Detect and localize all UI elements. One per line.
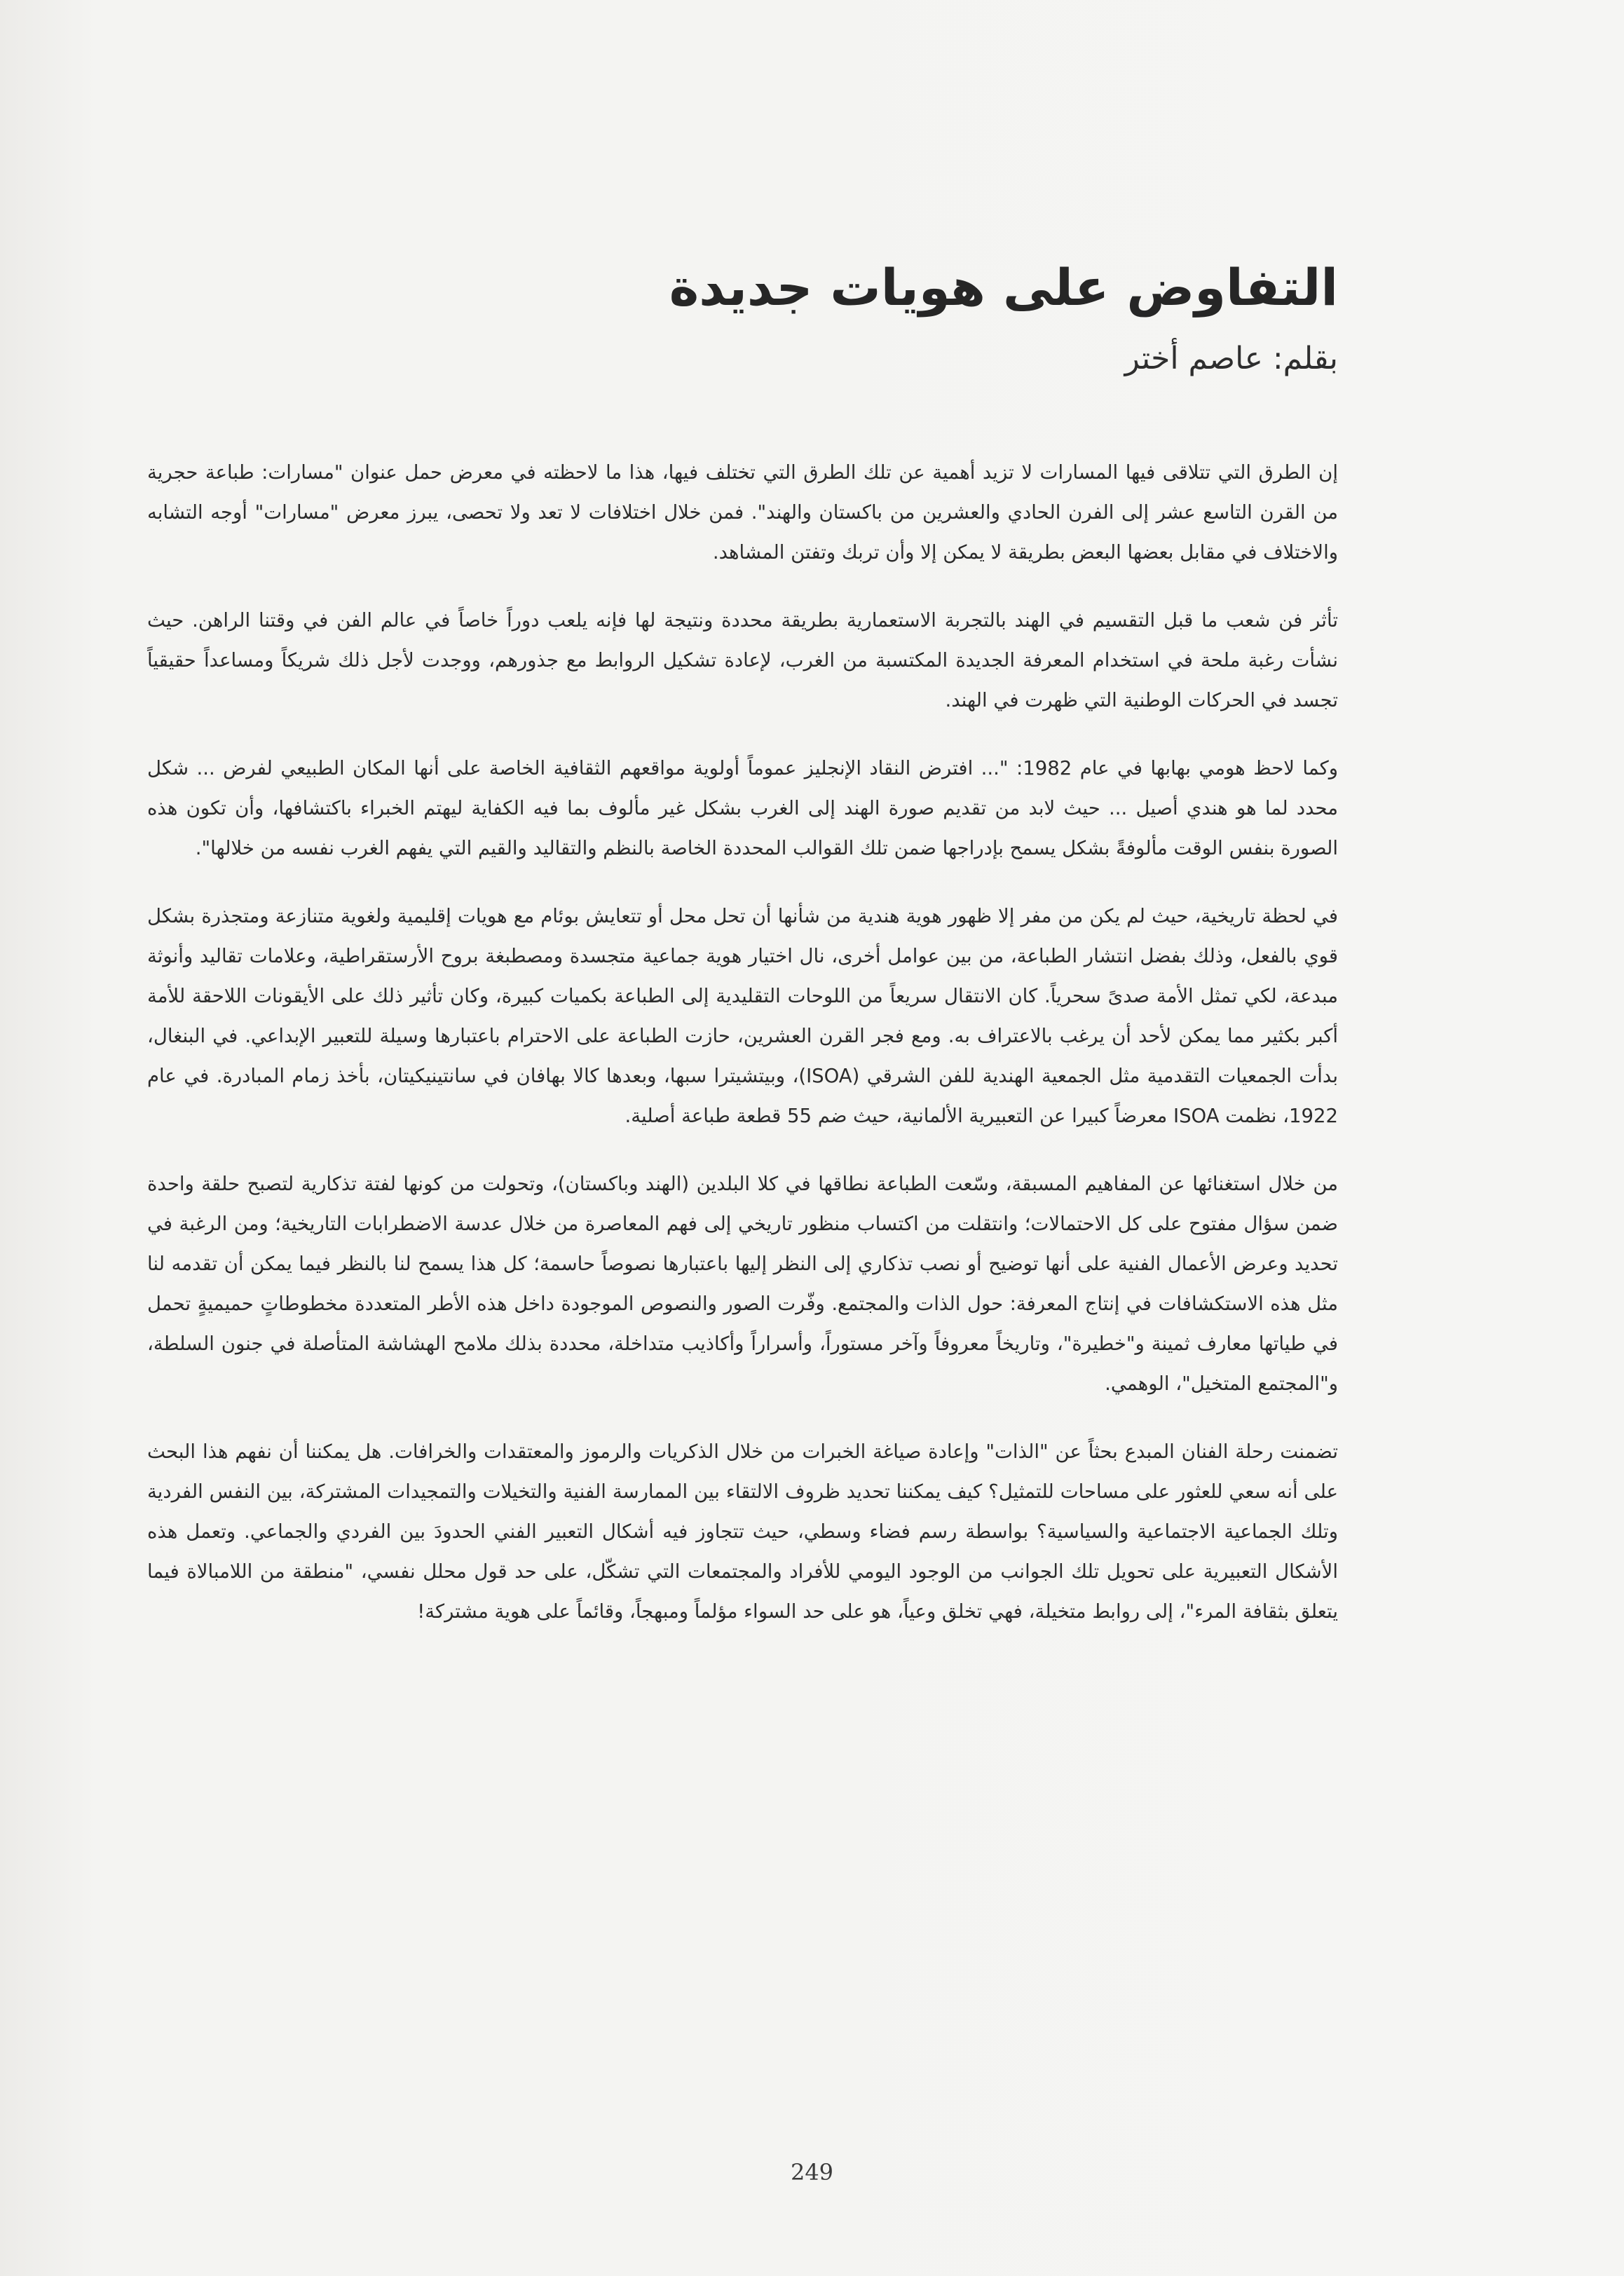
page-number: 249 (790, 2159, 834, 2186)
article-body (147, 453, 1338, 1632)
article (147, 252, 1338, 1660)
paragraph-1: إن الطرق التي تتلاقى فيها المسارات لا تزيد أهمية عن تلك الطرق التي تختلف فيها، هذا ما لاحظته في معرض حمل عنوان "مسارات: طباعة حجرية من القرن التاسع عشر إلى الفرن الحادي والعشرين من باكستان والهند". فمن خلال اختلافات لا تعد ولا تحصى، يبرز معرض "مسارات" أوجه التشابه والاختلاف في مقابل بعضها البعض بطريقة لا يمكن إلا وأن تربك وتفتن المشاهد. (147, 461, 1338, 564)
paragraph-3: وكما لاحظ هومي بهابها في عام 1982: "... افترض النقاد الإنجليز عموماً أولوية مواقعهم الثقافية الخاصة على أنها المكان الطبيعي لفرض ... شكل محدد لما هو هندي أصيل ... حيث لابد من تقديم صورة الهند إلى الغرب بشكل غير مألوف بما فيه الكفاية ليهتم الخبراء باكتشافها، وأن تكون هذه الصورة بنفس الوقت مألوفةً بشكل يسمح بإدراجها ضمن تلك القوالب المحددة الخاصة بالنظم والتقاليد والقيم التي يفهم الغرب نفسه من خلالها". (147, 757, 1339, 859)
article-byline: بقلم: عاصم أختر (1124, 341, 1338, 376)
paragraph-6: تضمنت رحلة الفنان المبدع بحثاً عن "الذات" وإعادة صياغة الخبرات من خلال الذكريات والرموز والمعتقدات والخرافات. هل يمكننا أن نفهم هذا البحث على أنه سعي للعثور على مساحات للتمثيل؟ كيف يمكننا تحديد ظروف الالتقاء بين الممارسة الفنية والتخيلات والتمجيدات المشتركة، بين النفس الفردية وتلك الجماعية الاجتماعية والسياسية؟ بواسطة رسم فضاء وسطي، حيث تتجاوز فيه أشكال التعبير الفني الحدودَ بين الفردي والجماعي. وتعمل هذه الأشكال التعبيرية على تحويل تلك الجوانب من الوجود اليومي للأفراد والمجتمعات التي تشكّل، على حد قول محلل نفسي، "منطقة من اللامبالاة فيما يتعلق بثقافة المرء"، إلى روابط متخيلة، فهي تخلق وعياً، هو على حد السواء مؤلماً ومبهجاً، وقائماً على هوية مشتركة! (147, 1440, 1338, 1623)
paragraph-4: في لحظة تاريخية، حيث لم يكن من مفر إلا ظهور هوية هندية من شأنها أن تحل محل أو تتعايش بوئام مع هويات إقليمية ولغوية متنازعة ومتجذرة بشكل قوي بالفعل، وذلك بفضل انتشار الطباعة، من بين عوامل أخرى، نال اختيار هوية جماعية متجسدة ومصطبغة بروح الأرستقراطية، وعلامات تقاليد وأنوثة مبدعة، لكي تمثل الأمة صدىً سحرياً. كان الانتقال سريعاً من اللوحات التقليدية إلى الطباعة بكميات كبيرة، وكان تأثير ذلك على الأيقونات اللاحقة للأمة أكبر بكثير مما يمكن لأحد أن يرغب بالاعتراف به. ومع فجر القرن العشرين، حازت الطباعة على الاحترام باعتبارها وسيلة للتعبير الإبداعي. في البنغال، بدأت الجمعيات التقدمية مثل الجمعية الهندية للفن الشرقي (ISOA)، وبيتشيترا سبها، وبعدها كالا بهافان في سانتينيكيتان، بأخذ زمام المبادرة. في عام 1922، نظمت ISOA معرضاً كبيرا عن التعبيرية الألمانية، حيث ضم 55 قطعة طباعة أصلية. (147, 905, 1339, 1127)
paragraph-5: من خلال استغنائها عن المفاهيم المسبقة، وسّعت الطباعة نطاقها في كلا البلدين (الهند وباكستان)، وتحولت من كونها لفتة تذكارية لتصبح حلقة واحدة ضمن سؤال مفتوح على كل الاحتمالات؛ وانتقلت من اكتساب منظور تاريخي إلى فهم المعاصرة من خلال عدسة الاضطرابات التاريخية؛ ومن الرغبة في تحديد وعرض الأعمال الفنية على أنها توضيح أو نصب تذكاري إلى النظر إليها باعتبارها نصوصاً حاسمة؛ كل هذا يسمح لنا بالنظر فيما يمكن أن تقدمه لنا مثل هذه الاستكشافات في إنتاج المعرفة: حول الذات والمجتمع. وفّرت الصور والنصوص الموجودة داخل هذه الأطر المتعددة مخطوطاتٍ حميميةٍ تحمل في طياتها معارف ثمينة و"خطيرة"، وتاريخاً معروفاً وآخر مستوراً، وأسراراً وأكاذيب متداخلة، محددة بذلك ملامح الهشاشة المتأصلة في جنون السلطة، و"المجتمع المتخيل"، الوهمي. (147, 1173, 1338, 1395)
article-title: التفاوض على هويات جديدة (669, 258, 1338, 317)
paragraph-2: تأثر فن شعب ما قبل التقسيم في الهند بالتجربة الاستعمارية بطريقة محددة ونتيجة لها فإنه يلعب دوراً خاصاً في عالم الفن في وقتنا الراهن. حيث نشأت رغبة ملحة في استخدام المعرفة الجديدة المكتسبة من الغرب، لإعادة تشكيل الروابط مع جذورهم، ووجدت لأجل ذلك شريكاً ومساعداً حقيقياً تجسد في الحركات الوطنية التي ظهرت في الهند. (147, 609, 1338, 711)
